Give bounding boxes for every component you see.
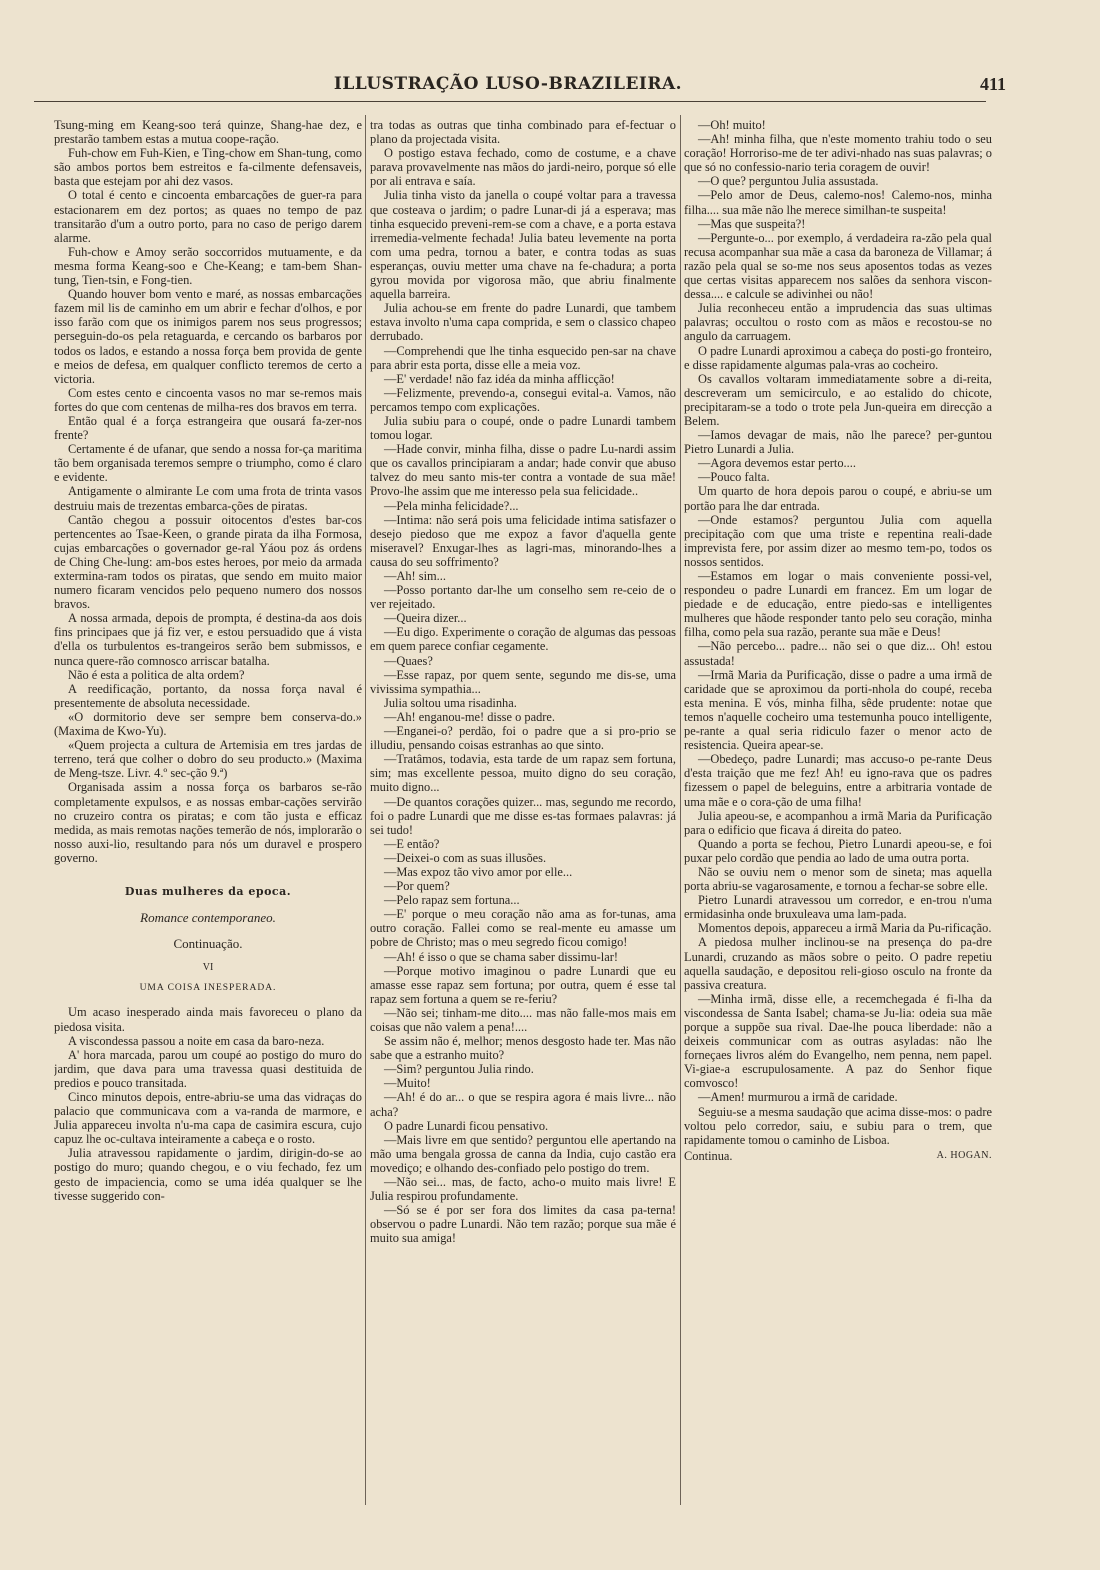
paragraph: —Amen! murmurou a irmã de caridade. bbox=[698, 1090, 898, 1105]
paragraph: Tsung-ming em Keang-soo terá quinze, Shang-hae dez, e prestarão tambem estas a mutua coope-ração. bbox=[54, 118, 362, 147]
author-name: A. HOGAN. bbox=[936, 1149, 992, 1161]
header-rule bbox=[34, 101, 986, 102]
masthead-title: ILLUSTRAÇÃO LUSO-BRAZILEIRA. bbox=[333, 74, 683, 94]
paragraph: —Enganei-o? perdão, foi o padre que a si pro-prio se illudiu, pensando coisas estranhas ao que sinto. bbox=[370, 724, 676, 753]
paragraph: Quando houver bom vento e maré, as nossas embarcações fazem mil lis de caminho em um abrir e fechar d'olhos, e por isso farão com que os inimigos parem nos seus progressos; perseguin-do-os pela retaguarda, e cercando os barbaros por todos os lados, e estando a nossa força bem provida de gente e meios de defesa, em qualquer conflicto teremos de certo a victoria. bbox=[54, 287, 362, 386]
paragraph: Não é esta a politica de alta ordem? bbox=[68, 667, 245, 682]
paragraph: —Onde estamos? perguntou Julia com aquella precipitação com que uma triste e repentina reali-dade imprevista fere, por assim dizer ao mesmo tem-po, todos os nossos sentidos. bbox=[684, 512, 992, 569]
paragraph: Julia subiu para o coupé, onde o padre Lunardi tambem tomou logar. bbox=[370, 413, 676, 443]
paragraph: —Muito! bbox=[384, 1076, 431, 1091]
paragraph: —Ah! é do ar... o que se respira agora é mais livre... não acha? bbox=[370, 1090, 676, 1119]
paragraph: Julia apeou-se, e acompanhou a irmã Maria da Purificação para o edificio que ficava á direita do pateo. bbox=[684, 808, 992, 837]
paragraph: —Pelo amor de Deus, calemo-nos! Calemo-nos, minha filha.... sua mãe não lhe merece similhan-te suspeita! bbox=[684, 188, 992, 217]
paragraph: —Por quem? bbox=[384, 879, 450, 894]
paragraph: —Queira dizer... bbox=[384, 611, 467, 626]
paragraph: A viscondessa passou a noite em casa da baro-neza. bbox=[68, 1033, 325, 1048]
paragraph: Seguiu-se a mesma saudação que acima disse-mos: o padre voltou pelo corredor, saiu, e subiu para o trem, que rapidamente tomou o caminho de Lisboa. bbox=[684, 1104, 992, 1147]
paragraph: —O que? perguntou Julia assustada. bbox=[698, 174, 879, 189]
paragraph: —E então? bbox=[384, 836, 440, 851]
paragraph: —Não sei... mas, de facto, acho-o muito mais livre! E Julia respirou profundamente. bbox=[370, 1175, 676, 1204]
paragraph: A nossa armada, depois de prompta, é destina-da aos dois fins principaes que já fiz ver, e estou persuadido que á vista d'ella os turbulentos es-trangeiros serão bem submissos, e nunca quere-rão comnosco arriscar batalha. bbox=[54, 611, 362, 668]
paragraph: O total é cento e cincoenta embarcações de guer-ra para estacionarem em dez portos; as quaes no tempo de paz transitarão d'um a outro porto, para no caso de perigo darem alarme. bbox=[54, 188, 362, 245]
paragraph: —Iamos devagar de mais, não lhe parece? per-guntou Pietro Lunardi a Julia. bbox=[684, 428, 992, 457]
paragraph: —Não sei; tinham-me dito.... mas não falle-mos mais em coisas que não valem a pena!.... bbox=[370, 1005, 676, 1034]
paragraph: Então qual é a força estrangeira que ousará fa-zer-nos frente? bbox=[54, 413, 362, 443]
paragraph: Organisada assim a nossa força os barbaros se-rão completamente expulsos, e as nossas embar-cações servirão no cruzeiro contra os piratas; e com tão justa e efficaz medida, as mais remotas nações temerão de nós, implorarão o nosso auxi-lio, resultando para nós um duravel e prospero governo. bbox=[54, 780, 362, 865]
continua-label: Continua. bbox=[684, 1148, 733, 1163]
paragraph: —Mas expoz tão vivo amor por elle... bbox=[384, 864, 573, 879]
page-number: 411 bbox=[979, 74, 1006, 94]
column-1 bbox=[54, 118, 362, 1558]
paragraph: —Oh! muito! bbox=[698, 118, 766, 132]
paragraph: —Irmã Maria da Purificação, disse o padre a uma irmã de caridade que se aproximou da porti-nhola do coupé, receba esta menina. E vós, minha filha, sêde prudente: notae que temos n'aquelle cocheiro uma testemunha pouco intelligente, pe-rante a qual seria ridiculo fazer o menor acto de resistencia. Queira apear-se. bbox=[684, 667, 992, 753]
paragraph: Momentos depois, appareceu a irmã Maria da Pu-rificação. bbox=[698, 921, 992, 936]
paragraph: —Quaes? bbox=[384, 653, 433, 668]
paragraph: tra todas as outras que tinha combinado para ef-fectuar o plano da projectada visita. bbox=[370, 118, 676, 147]
paragraph: —Eu digo. Experimente o coração de algumas das pessoas em quem parece confiar cegamente. bbox=[370, 625, 676, 654]
column-2 bbox=[370, 118, 676, 1558]
paragraph: Um acaso inesperado ainda mais favoreceu o plano da piedosa visita. bbox=[54, 1005, 362, 1034]
paragraph: Cantão chegou a possuir oitocentos d'estes bar-cos pertencentes ao Tsae-Keen, o grande pirata da ilha Formosa, cujas embarcações o governador ge-ral Yáou poz ás ordens de Ching Che-lung: am-bos estes heroes, por meio da armada extermina-ram todos os piratas, que sendo em muito maior numero ficaram vencidos pelo pequeno numero dos nossos bravos. bbox=[54, 512, 362, 612]
paragraph: Se assim não é, melhor; menos desgosto hade ter. Mas não sabe que a estranho muito? bbox=[370, 1034, 676, 1063]
paragraph: Certamente é de ufanar, que sendo a nossa for-ça maritima tão bem organisada teremos sempre o triumpho, como é claro e evidente. bbox=[54, 442, 362, 485]
paragraph: —Ah! minha filha, que n'este momento trahiu todo o seu coração! Horroriso-me de ter adivi-nhado nas suas palavras; o que só no confessio-nario teria coragem de ouvir! bbox=[684, 132, 992, 175]
section-subtitle: Romance contemporaneo. bbox=[140, 910, 276, 926]
paragraph: Julia tinha visto da janella o coupé voltar para a travessa que costeava o jardim; o padre Lunar-di já a esperava; mas tinha esquecido preveni-rem-se com a chave, e a porta estava irremedia-velmente fechada! Julia bateu levemente na porta com uma pedra, tornou a bater, e contra todas as suas esperanças, ouviu metter uma chave na fe-chadura; a porta gyrou movida por vigorosa mão, que abriu finalmente aquella barreira. bbox=[370, 188, 676, 302]
paragraph: —De quantos corações quizer... mas, segundo me recordo, foi o padre Lunardi que me disse es-tas formaes palavras: já sei tudo! bbox=[370, 794, 676, 837]
paragraph: Cinco minutos depois, entre-abriu-se uma das vidraças do palacio que communicava com a va-randa de marmore, e Julia appareceu involta n'u-ma capa de casimira escura, cujo capuz lhe oc-cultava inteiramente a cabeça e o rosto. bbox=[54, 1090, 362, 1147]
paragraph: —Não percebo... padre... não sei o que diz... Oh! estou assustada! bbox=[684, 639, 992, 668]
paragraph: Com estes cento e cincoenta vasos no mar se-remos mais fortes do que com centenas de milha-res dos bravos em terra. bbox=[54, 385, 362, 414]
paragraph: —Sim? perguntou Julia rindo. bbox=[384, 1062, 534, 1077]
section-title: Duas mulheres da epoca. bbox=[124, 884, 292, 898]
paragraph: —Minha irmã, disse elle, a recemchegada é fi-lha da viscondessa de Santa Isabel; chama-se Ju-lia: odeia sua mãe porque a suppõe sua rival. Dae-lhe pouca liberdade: não a deixeis communicar com as outras asyladas: não lhe forneçaes livros além do Evangelho, nem penna, nem papel. Vi-giae-a escrupulosamente. A paz do Senhor fique comvosco! bbox=[684, 991, 992, 1091]
page-header bbox=[40, 74, 1006, 98]
paragraph: —Pela minha felicidade?... bbox=[384, 498, 519, 513]
paragraph: A piedosa mulher inclinou-se na presença do pa-dre Lunardi, cruzando as mãos sobre o peito. O padre repetiu aquella saudação, e depositou reli-gioso osculo na fronte da passiva creatura. bbox=[684, 935, 992, 992]
signature-line bbox=[684, 1149, 992, 1163]
paragraph: O postigo estava fechado, como de costume, e a chave parava provavelmente nas mãos do jardi-neiro, porque só elle por ali entrava e saía. bbox=[370, 146, 676, 189]
column-3 bbox=[684, 118, 992, 1558]
paragraph: «Quem projecta a cultura de Artemisia em tres jardas de terreno, terá que colher o dobro do seu producto.» (Maxima de Meng-tsze. Livr. 4.º sec-ção 9.ª) bbox=[54, 738, 362, 781]
paragraph: Quando a porta se fechou, Pietro Lunardi apeou-se, e foi puxar pelo cordão que pendia ao lado de uma outra porta. bbox=[684, 836, 992, 865]
paragraph: —Felizmente, prevendo-a, consegui evital-a. Vamos, não percamos tempo com explicações. bbox=[370, 385, 676, 414]
paragraph: —Só se é por ser fora dos limites da casa pa-terna! observou o padre Lunardi. Não tem razão; porque sua mãe é muito sua amiga! bbox=[370, 1203, 676, 1246]
paragraph: —E' porque o meu coração não ama as for-tunas, ama outro coração. Fallei como se real-mente eu amasse um pobre de Christo; mas o meu segredo ficou comigo! bbox=[370, 907, 676, 950]
paragraph: —Deixei-o com as suas illusões. bbox=[384, 850, 547, 865]
paragraph: —Mais livre em que sentido? perguntou elle apertando na mão uma bengala grossa de canna da India, cujo castão era movediço; e olhando des-confiado pelo postigo do trem. bbox=[370, 1132, 676, 1175]
paragraph: —E' verdade! não faz idéa da minha afflicção! bbox=[384, 371, 615, 386]
paragraph: —Obedeço, padre Lunardi; mas accuso-o pe-rante Deus d'esta traição que me fez! Ah! eu igno-rava que os padres fizessem o papel de beleguins, entre a arbitraria vontade de uma mãe e o cora-ção de uma filha! bbox=[684, 752, 992, 809]
section-continuation: Continuação. bbox=[173, 936, 243, 952]
paragraph: —Ah! é isso o que se chama saber dissimu-lar! bbox=[384, 949, 618, 964]
paragraph: —Ah! sim... bbox=[384, 569, 446, 583]
paragraph: Um quarto de hora depois parou o coupé, e abriu-se um portão para lhe dar entrada. bbox=[684, 484, 992, 513]
paragraph: —Pelo rapaz sem fortuna... bbox=[384, 893, 520, 908]
paragraph: —Pouco falta. bbox=[698, 470, 770, 485]
chapter-number: VI bbox=[202, 962, 214, 974]
paragraph: Pietro Lunardi atravessou um corredor, e en-trou n'uma ermidasinha onde bruxuleava uma lam-pada. bbox=[684, 893, 992, 922]
paragraph: Fuh-chow e Amoy serão soccorridos mutuamente, e da mesma forma Keang-soo e Che-Keang; e tam-bem Shan-tung, Tien-tsin, e Fong-tien. bbox=[54, 244, 362, 288]
paragraph: —Posso portanto dar-lhe um conselho sem re-ceio de o ver rejeitado. bbox=[370, 583, 676, 612]
paragraph: —Ah! enganou-me! disse o padre. bbox=[384, 709, 556, 724]
paragraph: Antigamente o almirante Le com uma frota de trinta vasos destruiu mais de trezentas embarca-ções de piratas. bbox=[54, 484, 362, 513]
paragraph: —Pergunte-o... por exemplo, á verdadeira ra-zão pela qual recusa acompanhar sua mãe a casa da baroneza de Villamar; á razão pela qual se so-me nos seus aposentos todas as vezes que certas visitas apparecem nos salões da senhora viscon-dessa.... e calcule se adivinhei ou não! bbox=[684, 230, 992, 302]
paragraph: Fuh-chow em Fuh-Kien, e Ting-chow em Shan-tung, como são ambos portos bem estreitos e fa-cilmente defensaveis, basta que estejam por ahi dez vasos. bbox=[54, 146, 362, 189]
column-1-article bbox=[54, 118, 362, 865]
paragraph: —Comprehendi que lhe tinha esquecido pen-sar na chave para abrir esta porta, disse elle a meia voz. bbox=[370, 343, 676, 372]
paragraph: —Agora devemos estar perto.... bbox=[698, 456, 856, 471]
column-3-novel bbox=[684, 118, 992, 1147]
paragraph: A reedificação, portanto, da nossa força naval é presentemente de absoluta necessidade. bbox=[54, 681, 362, 710]
column-1-novel bbox=[54, 1005, 362, 1202]
paragraph: Julia atravessou rapidamente o jardim, dirigin-do-se ao postigo do muro; quando chegou, e o viu fechado, fez um gesto de impaciencia, como se uma idéa qualquer se lhe tivesse suggerido con- bbox=[54, 1146, 362, 1203]
paragraph: Julia soltou uma risadinha. bbox=[384, 695, 517, 710]
paragraph: O padre Lunardi ficou pensativo. bbox=[384, 1118, 549, 1133]
chapter-title: UMA COISA INESPERADA. bbox=[139, 983, 277, 994]
paragraph: —Hade convir, minha filha, disse o padre Lu-nardi assim que os cavallos principiaram a andar; hade convir que abuso talvez do meu santo mis-ter contra a vontade de sua mãe! Provo-lhe assim que me interesso pela sua felicidade.. bbox=[370, 442, 676, 499]
paragraph: —Esse rapaz, por quem sente, segundo me dis-se, uma vivissima sympathia... bbox=[370, 667, 676, 696]
column-2-novel bbox=[370, 118, 676, 1246]
paragraph: A' hora marcada, parou um coupé ao postigo do muro do jardim, que dava para uma travessa quasi destituida de predios e pouco transitada. bbox=[54, 1047, 362, 1090]
paragraph: —Estamos em logar o mais conveniente possi-vel, respondeu o padre Lunardi em francez. Em um logar de piedade e de educação, entre piedo-sas e intelligentes mulheres que hãode responder tanto pelo seu coração, minha filha, como pela sua razão, perante sua mãe e Deus! bbox=[684, 569, 992, 640]
paragraph: «O dormitorio deve ser sempre bem conserva-do.» (Maxima de Kwo-Yu). bbox=[54, 709, 362, 739]
column-divider-1 bbox=[365, 115, 366, 1505]
paragraph: O padre Lunardi aproximou a cabeça do posti-go fronteiro, e disse rapidamente algumas pala-vras ao cocheiro. bbox=[684, 343, 992, 372]
paragraph: —Tratâmos, todavia, esta tarde de um rapaz sem fortuna, sim; mas excellente pessoa, muito digno do seu coração, muito digno... bbox=[370, 752, 676, 795]
paragraph: —Mas que suspeita?! bbox=[698, 216, 806, 231]
paragraph: —Intima: não será pois uma felicidade intima satisfazer o desejo piedoso que me expoz a favor d'aquella gente miseravel? Enxugar-lhes as lagri-mas, minorando-lhes a causa do seu soffrimento? bbox=[370, 512, 676, 569]
paragraph: Não se ouviu nem o menor som de sineta; mas aquella porta abriu-se vagarosamente, e tornou a fechar-se sobre elle. bbox=[684, 864, 992, 894]
paragraph: Os cavallos voltaram immediatamente sobre a di-reita, descreveram um semicirculo, e ao estalido do chicote, precipitaram-se a todo o trote pela Jun-queira em direcção a Belem. bbox=[684, 371, 992, 428]
paragraph: Julia reconheceu então a imprudencia das suas ultimas palavras; occultou o rosto com as mãos e recostou-se no angulo da carruagem. bbox=[684, 301, 992, 344]
column-divider-2 bbox=[680, 115, 681, 1505]
paragraph: —Porque motivo imaginou o padre Lunardi que eu amasse esse rapaz sem fortuna; por outra, quem é esse tal rapaz sem fortuna a quem se re-feriu? bbox=[370, 963, 676, 1006]
paragraph: Julia achou-se em frente do padre Lunardi, que tambem estava involto n'uma capa comprida, e sem o classico chapeo derrubado. bbox=[370, 301, 676, 344]
